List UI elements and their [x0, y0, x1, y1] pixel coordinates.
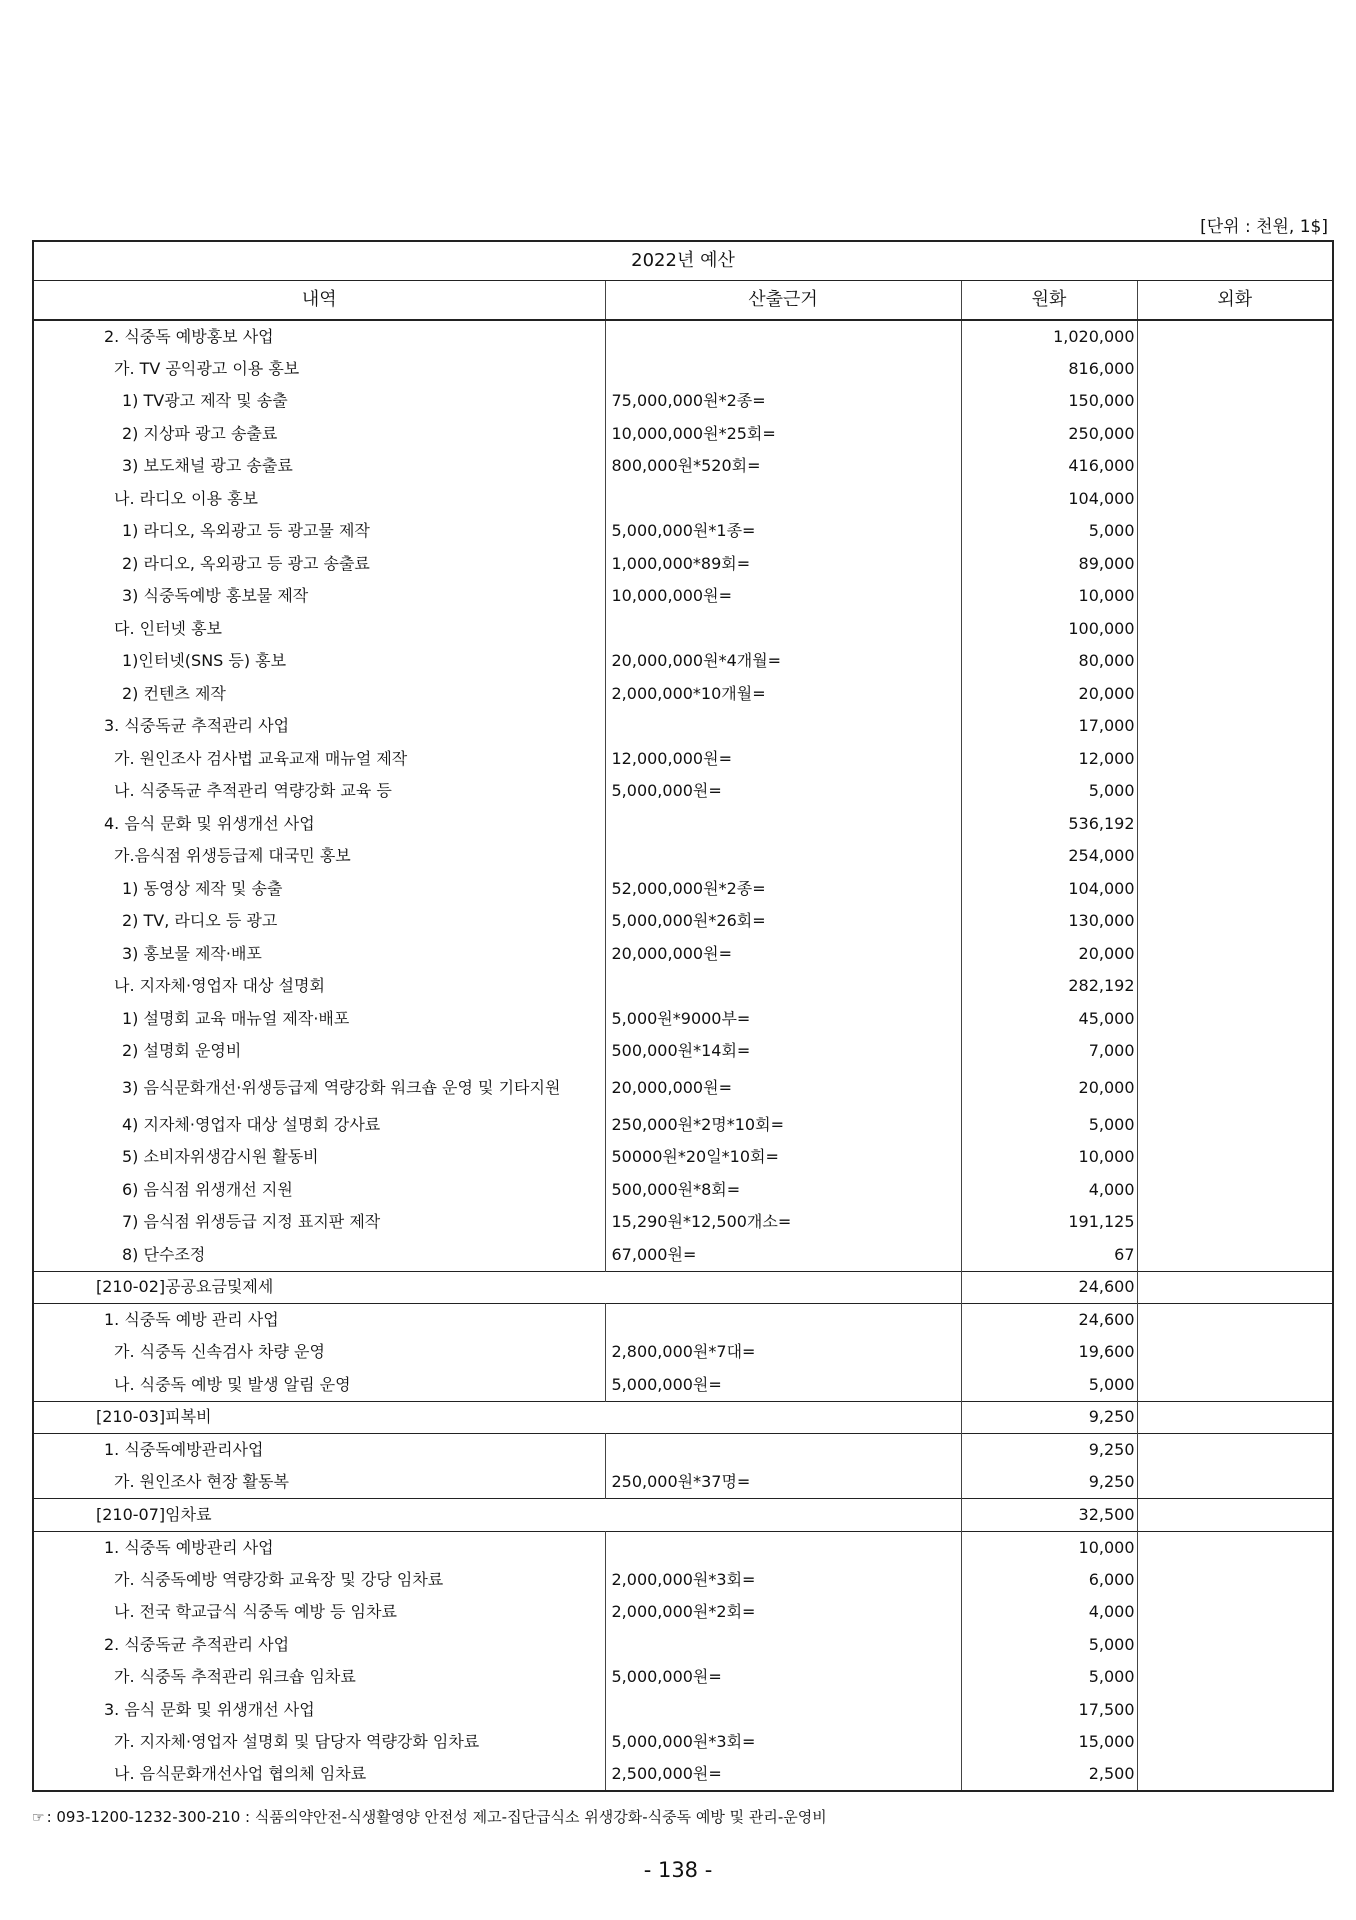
krw-cell: 5,000 [961, 515, 1137, 548]
table-row [33, 1434, 1333, 1467]
header-desc: 내역 [33, 281, 605, 321]
section-code-cell: [210-03]피복비 [33, 1401, 961, 1434]
table-section-row [33, 1401, 1333, 1434]
krw-cell: 7,000 [961, 1035, 1137, 1068]
foreign-cell [1137, 808, 1333, 841]
krw-cell: 416,000 [961, 450, 1137, 483]
desc-cell: 2) 지상파 광고 송출료 [33, 418, 605, 451]
header-krw: 원화 [961, 281, 1137, 321]
krw-cell: 32,500 [961, 1499, 1137, 1532]
basis-cell [605, 1434, 961, 1467]
foreign-cell [1137, 418, 1333, 451]
pointing-hand-icon: ☞ [32, 1810, 45, 1826]
table-row [33, 320, 1333, 353]
foreign-cell [1137, 710, 1333, 743]
foreign-cell [1137, 1434, 1333, 1467]
table-row [33, 418, 1333, 451]
basis-cell: 20,000,000원= [605, 1068, 961, 1109]
table-row [33, 515, 1333, 548]
table-body [33, 320, 1333, 1791]
table-row [33, 1206, 1333, 1239]
foreign-cell [1137, 1661, 1333, 1694]
krw-cell: 5,000 [961, 1109, 1137, 1142]
desc-cell: 1. 식중독 예방 관리 사업 [33, 1304, 605, 1337]
table-row [33, 1661, 1333, 1694]
basis-cell: 5,000,000원*1종= [605, 515, 961, 548]
foreign-cell [1137, 905, 1333, 938]
footnote-text: : 093-1200-1232-300-210 : 식품의약안전-식생활영양 안전성 제고-집단급식소 위생강화-식중독 예방 및 관리-운영비 [46, 1808, 827, 1826]
table-section-row [33, 1499, 1333, 1532]
desc-cell: 다. 인터넷 홍보 [33, 613, 605, 646]
krw-cell: 19,600 [961, 1336, 1137, 1369]
desc-cell: 가. 식중독예방 역량강화 교육장 및 강당 임차료 [33, 1564, 605, 1597]
foreign-cell [1137, 385, 1333, 418]
table-row [33, 1239, 1333, 1272]
basis-cell: 5,000,000원= [605, 775, 961, 808]
desc-cell: 3) 홍보물 제작·배포 [33, 938, 605, 971]
desc-cell: 2. 식중독균 추적관리 사업 [33, 1629, 605, 1662]
desc-cell: 나. 라디오 이용 홍보 [33, 483, 605, 516]
basis-cell: 10,000,000원= [605, 580, 961, 613]
foreign-cell [1137, 840, 1333, 873]
basis-cell [605, 1629, 961, 1662]
table-row [33, 743, 1333, 776]
table-row [33, 613, 1333, 646]
table-row [33, 1109, 1333, 1142]
desc-cell: 가. TV 공익광고 이용 홍보 [33, 353, 605, 386]
basis-cell: 2,000,000*10개월= [605, 678, 961, 711]
basis-cell: 12,000,000원= [605, 743, 961, 776]
foreign-cell [1137, 548, 1333, 581]
table-row [33, 678, 1333, 711]
krw-cell: 9,250 [961, 1466, 1137, 1499]
krw-cell: 130,000 [961, 905, 1137, 938]
basis-cell: 2,000,000원*3회= [605, 1564, 961, 1597]
desc-cell: 가. 원인조사 현장 활동복 [33, 1466, 605, 1499]
table-section-row [33, 1271, 1333, 1304]
krw-cell: 24,600 [961, 1304, 1137, 1337]
desc-cell: 4) 지자체·영업자 대상 설명회 강사료 [33, 1109, 605, 1142]
desc-cell: 1)인터넷(SNS 등) 홍보 [33, 645, 605, 678]
basis-cell: 500,000원*8회= [605, 1174, 961, 1207]
table-row [33, 1564, 1333, 1597]
foreign-cell [1137, 1564, 1333, 1597]
krw-cell: 10,000 [961, 1531, 1137, 1564]
basis-cell [605, 613, 961, 646]
krw-cell: 2,500 [961, 1759, 1137, 1792]
foreign-cell [1137, 775, 1333, 808]
foreign-cell [1137, 1174, 1333, 1207]
basis-cell [605, 1694, 961, 1727]
basis-cell: 67,000원= [605, 1239, 961, 1272]
krw-cell: 15,000 [961, 1726, 1137, 1759]
basis-cell: 1,000,000*89회= [605, 548, 961, 581]
desc-cell: 나. 전국 학교급식 식중독 예방 등 임차료 [33, 1596, 605, 1629]
footnote [32, 1806, 827, 1827]
basis-cell [605, 808, 961, 841]
basis-cell [605, 710, 961, 743]
foreign-cell [1137, 1206, 1333, 1239]
desc-cell: 4. 음식 문화 및 위생개선 사업 [33, 808, 605, 841]
basis-cell: 250,000원*2명*10회= [605, 1109, 961, 1142]
desc-cell: 1. 식중독예방관리사업 [33, 1434, 605, 1467]
krw-cell: 254,000 [961, 840, 1137, 873]
basis-cell: 5,000,000원*3회= [605, 1726, 961, 1759]
basis-cell: 800,000원*520회= [605, 450, 961, 483]
krw-cell: 67 [961, 1239, 1137, 1272]
krw-cell: 104,000 [961, 873, 1137, 906]
foreign-cell [1137, 1336, 1333, 1369]
krw-cell: 5,000 [961, 1661, 1137, 1694]
desc-cell: 가.음식점 위생등급제 대국민 홍보 [33, 840, 605, 873]
basis-cell: 10,000,000원*25회= [605, 418, 961, 451]
table-row [33, 645, 1333, 678]
desc-cell: 3) 음식문화개선·위생등급제 역량강화 워크숍 운영 및 기타지원 [33, 1068, 605, 1109]
foreign-cell [1137, 1596, 1333, 1629]
foreign-cell [1137, 743, 1333, 776]
table-row [33, 1694, 1333, 1727]
krw-cell: 5,000 [961, 1369, 1137, 1402]
foreign-cell [1137, 1141, 1333, 1174]
desc-cell: 3. 식중독균 추적관리 사업 [33, 710, 605, 743]
krw-cell: 20,000 [961, 678, 1137, 711]
foreign-cell [1137, 1068, 1333, 1109]
foreign-cell [1137, 515, 1333, 548]
desc-cell: 1) TV광고 제작 및 송출 [33, 385, 605, 418]
section-code-cell: [210-02]공공요금및제세 [33, 1271, 961, 1304]
table-row [33, 775, 1333, 808]
basis-cell [605, 1304, 961, 1337]
krw-cell: 282,192 [961, 970, 1137, 1003]
table-row [33, 840, 1333, 873]
basis-cell [605, 483, 961, 516]
desc-cell: 5) 소비자위생감시원 활동비 [33, 1141, 605, 1174]
table-row [33, 1068, 1333, 1109]
krw-cell: 100,000 [961, 613, 1137, 646]
basis-cell: 500,000원*14회= [605, 1035, 961, 1068]
basis-cell: 250,000원*37명= [605, 1466, 961, 1499]
foreign-cell [1137, 353, 1333, 386]
foreign-cell [1137, 1499, 1333, 1532]
desc-cell: 3. 음식 문화 및 위생개선 사업 [33, 1694, 605, 1727]
foreign-cell [1137, 645, 1333, 678]
table-row [33, 1174, 1333, 1207]
desc-cell: 나. 식중독 예방 및 발생 알림 운영 [33, 1369, 605, 1402]
krw-cell: 20,000 [961, 938, 1137, 971]
krw-cell: 9,250 [961, 1401, 1137, 1434]
krw-cell: 1,020,000 [961, 320, 1137, 353]
basis-cell [605, 1531, 961, 1564]
basis-cell: 5,000원*9000부= [605, 1003, 961, 1036]
krw-cell: 5,000 [961, 775, 1137, 808]
table-row [33, 483, 1333, 516]
header-basis: 산출근거 [605, 281, 961, 321]
foreign-cell [1137, 580, 1333, 613]
basis-cell: 75,000,000원*2종= [605, 385, 961, 418]
desc-cell: 7) 음식점 위생등급 지정 표지판 제작 [33, 1206, 605, 1239]
desc-cell: 2) 컨텐츠 제작 [33, 678, 605, 711]
table-row [33, 905, 1333, 938]
table-row [33, 548, 1333, 581]
desc-cell: 2. 식중독 예방홍보 사업 [33, 320, 605, 353]
krw-cell: 4,000 [961, 1174, 1137, 1207]
desc-cell: 가. 원인조사 검사법 교육교재 매뉴얼 제작 [33, 743, 605, 776]
basis-cell: 5,000,000원= [605, 1369, 961, 1402]
desc-cell: 1) 라디오, 옥외광고 등 광고물 제작 [33, 515, 605, 548]
desc-cell: 나. 음식문화개선사업 협의체 임차료 [33, 1759, 605, 1792]
krw-cell: 17,500 [961, 1694, 1137, 1727]
foreign-cell [1137, 1629, 1333, 1662]
table-row [33, 873, 1333, 906]
basis-cell: 2,500,000원= [605, 1759, 961, 1792]
foreign-cell [1137, 1304, 1333, 1337]
budget-table [32, 240, 1334, 1792]
table-row [33, 1466, 1333, 1499]
krw-cell: 20,000 [961, 1068, 1137, 1109]
foreign-cell [1137, 1369, 1333, 1402]
krw-cell: 24,600 [961, 1271, 1137, 1304]
basis-cell: 5,000,000원= [605, 1661, 961, 1694]
krw-cell: 5,000 [961, 1629, 1137, 1662]
krw-cell: 104,000 [961, 483, 1137, 516]
basis-cell: 20,000,000원= [605, 938, 961, 971]
foreign-cell [1137, 1401, 1333, 1434]
krw-cell: 191,125 [961, 1206, 1137, 1239]
desc-cell: 나. 식중독균 추적관리 역량강화 교육 등 [33, 775, 605, 808]
foreign-cell [1137, 678, 1333, 711]
basis-cell: 2,000,000원*2회= [605, 1596, 961, 1629]
table-title: 2022년 예산 [33, 241, 1333, 281]
basis-cell [605, 840, 961, 873]
desc-cell: 2) 설명회 운영비 [33, 1035, 605, 1068]
foreign-cell [1137, 1531, 1333, 1564]
basis-cell [605, 970, 961, 1003]
header-foreign: 외화 [1137, 281, 1333, 321]
desc-cell: 3) 보도채널 광고 송출료 [33, 450, 605, 483]
krw-cell: 6,000 [961, 1564, 1137, 1597]
basis-cell: 52,000,000원*2종= [605, 873, 961, 906]
table-row [33, 970, 1333, 1003]
desc-cell: 1) 동영상 제작 및 송출 [33, 873, 605, 906]
foreign-cell [1137, 1271, 1333, 1304]
table-row [33, 385, 1333, 418]
table-row [33, 1304, 1333, 1337]
table-row [33, 1726, 1333, 1759]
krw-cell: 12,000 [961, 743, 1137, 776]
desc-cell: 나. 지자체·영업자 대상 설명회 [33, 970, 605, 1003]
foreign-cell [1137, 1109, 1333, 1142]
krw-cell: 250,000 [961, 418, 1137, 451]
foreign-cell [1137, 1694, 1333, 1727]
foreign-cell [1137, 970, 1333, 1003]
table-row [33, 1629, 1333, 1662]
basis-cell [605, 320, 961, 353]
desc-cell: 2) 라디오, 옥외광고 등 광고 송출료 [33, 548, 605, 581]
krw-cell: 150,000 [961, 385, 1137, 418]
krw-cell: 45,000 [961, 1003, 1137, 1036]
foreign-cell [1137, 483, 1333, 516]
foreign-cell [1137, 873, 1333, 906]
krw-cell: 17,000 [961, 710, 1137, 743]
foreign-cell [1137, 320, 1333, 353]
krw-cell: 4,000 [961, 1596, 1137, 1629]
table-row [33, 938, 1333, 971]
table-row [33, 1369, 1333, 1402]
table-row [33, 1141, 1333, 1174]
table-row [33, 1336, 1333, 1369]
foreign-cell [1137, 1035, 1333, 1068]
krw-cell: 10,000 [961, 1141, 1137, 1174]
table-row [33, 353, 1333, 386]
desc-cell: 가. 식중독 신속검사 차량 운영 [33, 1336, 605, 1369]
basis-cell [605, 353, 961, 386]
unit-label: [단위 : 천원, 1$] [1200, 217, 1328, 237]
basis-cell: 20,000,000원*4개월= [605, 645, 961, 678]
basis-cell: 15,290원*12,500개소= [605, 1206, 961, 1239]
foreign-cell [1137, 1726, 1333, 1759]
foreign-cell [1137, 938, 1333, 971]
table-row [33, 808, 1333, 841]
table-row [33, 1035, 1333, 1068]
foreign-cell [1137, 450, 1333, 483]
desc-cell: 1. 식중독 예방관리 사업 [33, 1531, 605, 1564]
krw-cell: 9,250 [961, 1434, 1137, 1467]
foreign-cell [1137, 1466, 1333, 1499]
table-row [33, 710, 1333, 743]
krw-cell: 816,000 [961, 353, 1137, 386]
basis-cell: 5,000,000원*26회= [605, 905, 961, 938]
section-code-cell: [210-07]임차료 [33, 1499, 961, 1532]
page-number: - 138 - [643, 1858, 713, 1882]
desc-cell: 가. 지자체·영업자 설명회 및 담당자 역량강화 임차료 [33, 1726, 605, 1759]
table-row [33, 450, 1333, 483]
desc-cell: 3) 식중독예방 홍보물 제작 [33, 580, 605, 613]
basis-cell: 50000원*20일*10회= [605, 1141, 961, 1174]
foreign-cell [1137, 613, 1333, 646]
desc-cell: 2) TV, 라디오 등 광고 [33, 905, 605, 938]
krw-cell: 80,000 [961, 645, 1137, 678]
krw-cell: 89,000 [961, 548, 1137, 581]
krw-cell: 536,192 [961, 808, 1137, 841]
table-row [33, 1531, 1333, 1564]
table-row [33, 1759, 1333, 1792]
desc-cell: 8) 단수조정 [33, 1239, 605, 1272]
table-row [33, 1596, 1333, 1629]
foreign-cell [1137, 1239, 1333, 1272]
desc-cell: 1) 설명회 교육 매뉴얼 제작·배포 [33, 1003, 605, 1036]
desc-cell: 6) 음식점 위생개선 지원 [33, 1174, 605, 1207]
table-row [33, 580, 1333, 613]
krw-cell: 10,000 [961, 580, 1137, 613]
basis-cell: 2,800,000원*7대= [605, 1336, 961, 1369]
table-row [33, 1003, 1333, 1036]
foreign-cell [1137, 1003, 1333, 1036]
foreign-cell [1137, 1759, 1333, 1792]
desc-cell: 가. 식중독 추적관리 워크숍 임차료 [33, 1661, 605, 1694]
